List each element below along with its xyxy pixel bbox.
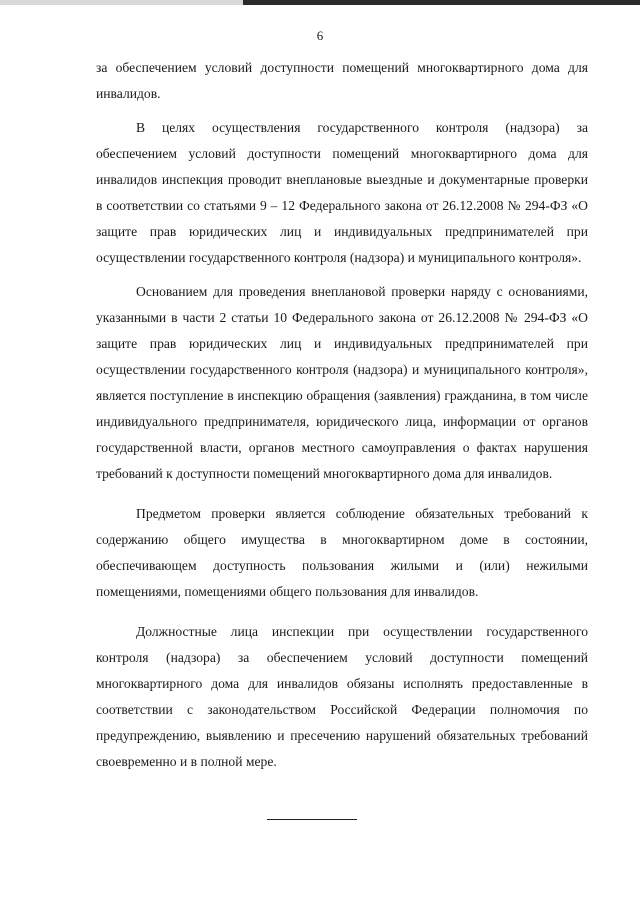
paragraph-subject-of-inspection: Предметом проверки является соблюдение обязательных требований к содержанию общего имущества в многоквартирном доме в состоянии, обеспечивающем доступность пользования жилыми и (или) нежилыми помещениями, помещениями общего пользования для инвалидов. <box>96 506 588 599</box>
scan-top-edge <box>0 0 640 5</box>
end-of-section-rule <box>267 819 357 820</box>
document-body <box>96 55 588 775</box>
page-number: 6 <box>316 28 324 43</box>
paragraph-continuation: за обеспечением условий доступности помещений многоквартирного дома для инвалидов. <box>96 60 588 101</box>
paragraph-grounds-for-inspection: Основанием для проведения внеплановой проверки наряду с основаниями, указанными в части 2 статьи 10 Федерального закона от 26.12.2008 № 294-ФЗ «О защите прав юридических лиц и индивидуальных предпринимателей при осуществлении государственного контроля (надзора) и муниципального контроля», является поступление в инспекцию обращения (заявления) гражданина, в том числе индивидуального предпринимателя, юридического лица, информации от органов государственной власти, органов местного самоуправления о фактах нарушения требований к доступности помещений многоквартирного дома для инвалидов. <box>96 284 588 481</box>
paragraph-inspection-checks: В целях осуществления государственного контроля (надзора) за обеспечением условий доступности помещений многоквартирного дома для инвалидов инспекция проводит внеплановые выездные и документарные проверки в соответствии со статьями 9 – 12 Федерального закона от 26.12.2008 № 294-ФЗ «О защите прав юридических лиц и индивидуальных предпринимателей при осуществлении государственного контроля (надзора) и муниципального контроля». <box>96 120 588 265</box>
paragraph-officials-duties: Должностные лица инспекции при осуществлении государственного контроля (надзора) за обеспечением условий доступности помещений многоквартирного дома для инвалидов обязаны исполнять предоставленные в соответствии с законодательством Российской Федерации полномочия по предупреждению, выявлению и пресечению нарушений обязательных требований своевременно и в полной мере. <box>96 624 588 769</box>
